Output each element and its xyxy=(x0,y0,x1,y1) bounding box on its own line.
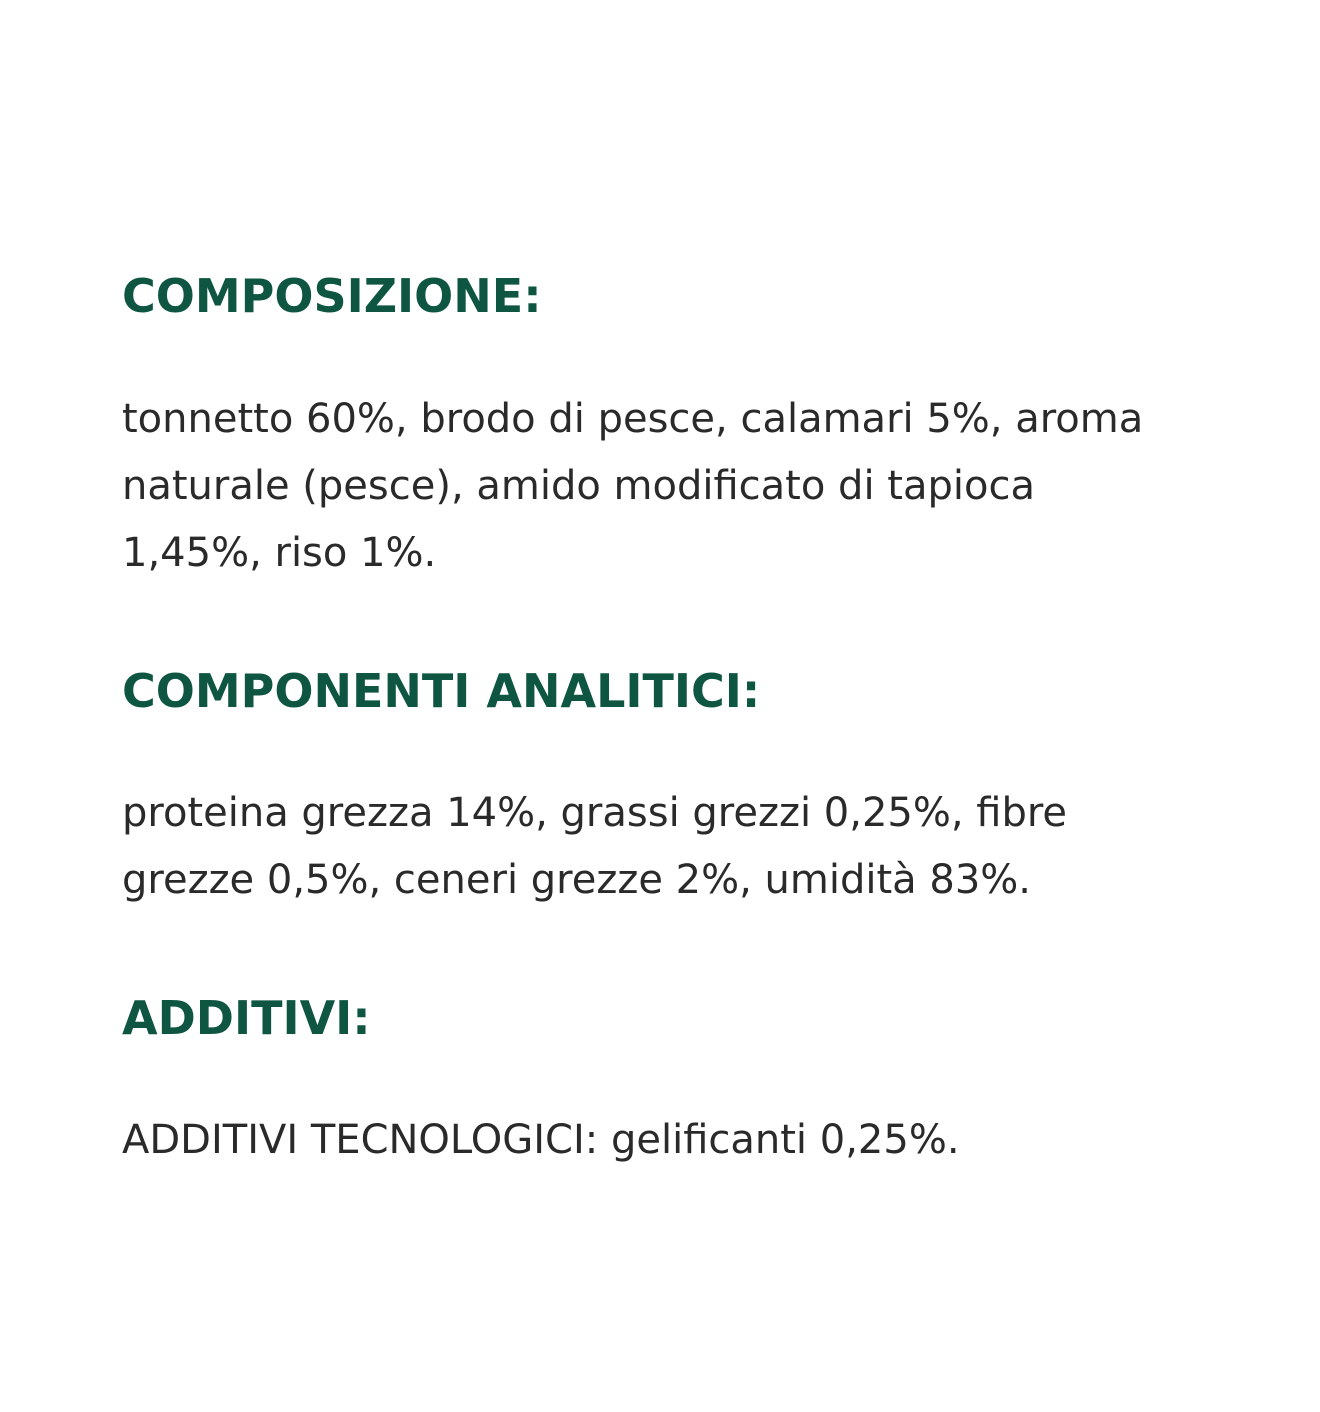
composizione-line: tonnetto 60%, brodo di pesce, calamari 5%, aroma xyxy=(122,396,1144,442)
componenti-analitici-line: grezze 0,5%, ceneri grezze 2%, umidità 83%. xyxy=(122,857,1032,903)
composizione-heading: COMPOSIZIONE: xyxy=(122,269,542,323)
componenti-analitici-text xyxy=(122,780,1212,914)
additivi-text xyxy=(122,1107,1212,1174)
componenti-analitici-line: proteina grezza 14%, grassi grezzi 0,25%, fibre xyxy=(122,790,1068,836)
additivi-heading: ADDITIVI: xyxy=(122,991,371,1045)
composizione-text xyxy=(122,386,1212,587)
componenti-analitici-heading: COMPONENTI ANALITICI: xyxy=(122,664,761,718)
composizione-line: naturale (pesce), amido modificato di tapioca xyxy=(122,463,1035,509)
additivi-line: ADDITIVI TECNOLOGICI: gelificanti 0,25%. xyxy=(122,1117,960,1163)
composizione-line: 1,45%, riso 1%. xyxy=(122,530,437,576)
